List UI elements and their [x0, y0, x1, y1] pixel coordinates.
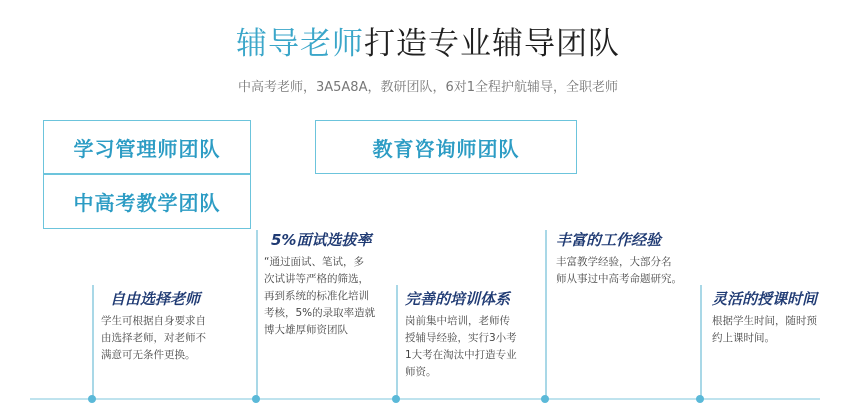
feature-title-free-choice: 自由选择老师 — [110, 290, 201, 308]
feature-title-selection-rate: 5%面试选拔率 — [271, 231, 372, 249]
desc-line: 1大考在淘汰中打造专业 — [405, 349, 517, 361]
team-box-learning-management — [43, 120, 251, 174]
feature-desc-flexible-schedule — [712, 313, 817, 347]
timeline-dot — [696, 395, 704, 403]
feature-desc-selection-rate — [264, 254, 375, 339]
desc-line: 师资。 — [405, 366, 437, 378]
page-subtitle: 中高考老师，3A5A8A，教研团队，6对1全程护航辅导，全职老师 — [237, 80, 619, 95]
timeline-connector — [92, 285, 94, 398]
desc-line: 丰富教学经验，大部分名 — [556, 256, 672, 268]
timeline-dot — [541, 395, 549, 403]
team-label: 中高考教学团队 — [73, 191, 221, 215]
team-box-education-consulting — [315, 120, 577, 174]
feature-title-training-system: 完善的培训体系 — [405, 290, 511, 308]
feature-desc-training-system — [405, 313, 517, 381]
desc-line: 师从事过中高考命题研究。 — [556, 273, 682, 285]
desc-line: 授辅导经验，实行3小考 — [405, 332, 517, 344]
desc-line: 次试讲等严格的筛选， — [264, 273, 369, 285]
timeline-dot — [252, 395, 260, 403]
desc-line: 考核，5%的录取率造就 — [264, 307, 376, 319]
timeline-connector — [396, 285, 398, 398]
desc-line: 满意可无条件更换。 — [101, 349, 196, 361]
feature-title-flexible-schedule: 灵活的授课时间 — [712, 290, 818, 308]
desc-line: 博大雄厚师资团队 — [264, 324, 348, 336]
title-highlight: 辅导老师 — [236, 26, 364, 62]
desc-line: 根据学生时间，随时预 — [712, 315, 817, 327]
feature-title-work-experience: 丰富的工作经验 — [556, 231, 662, 249]
timeline-dot — [88, 395, 96, 403]
desc-line: 学生可根据自身要求自 — [101, 315, 206, 327]
desc-line: 由选择老师，对老师不 — [101, 332, 206, 344]
team-label: 教育咨询师团队 — [372, 136, 520, 161]
desc-line: “通过面试、笔试，多 — [264, 256, 364, 268]
page-title — [0, 18, 856, 63]
desc-line: 再到系统的标准化培训 — [264, 290, 369, 302]
timeline-dot — [392, 395, 400, 403]
feature-desc-work-experience — [556, 254, 682, 288]
timeline-connector — [256, 230, 258, 398]
team-label: 学习管理师团队 — [73, 136, 221, 161]
desc-line: 岗前集中培训，老师传 — [405, 315, 510, 327]
feature-desc-free-choice — [101, 313, 206, 364]
team-box-exam-teaching — [43, 174, 251, 229]
desc-line: 约上课时间。 — [712, 332, 775, 344]
title-rest: 打造专业辅导团队 — [364, 26, 620, 62]
timeline-connector — [545, 230, 547, 398]
timeline-connector — [700, 285, 702, 398]
